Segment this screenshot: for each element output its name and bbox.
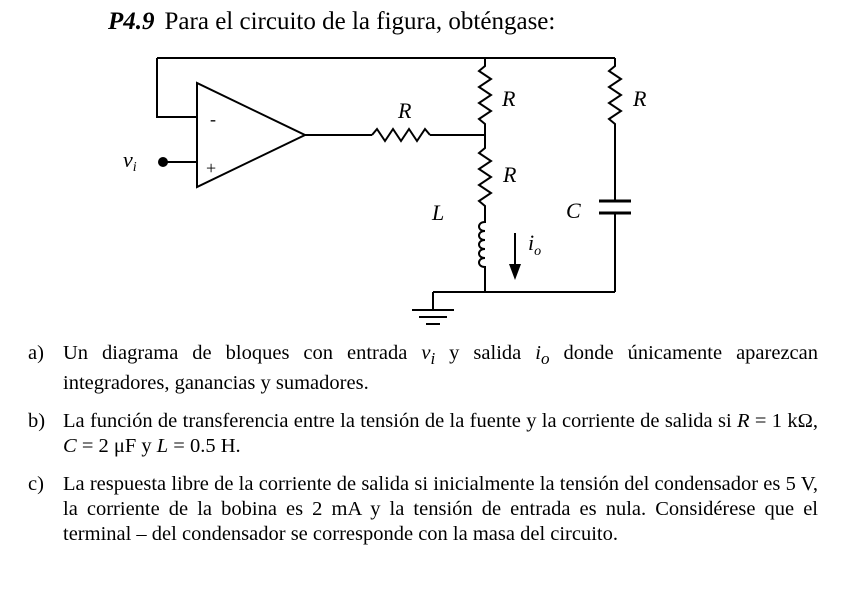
question-c-label: c) xyxy=(28,473,44,496)
question-a-label: a) xyxy=(28,342,44,364)
series-resistor-label: R xyxy=(398,98,412,123)
current-label: $i_o$ xyxy=(528,230,542,259)
top-resistor-label: R xyxy=(502,86,516,111)
problem-statement: Para el circuito de la figura, obténgase: xyxy=(164,8,556,35)
series-resistor xyxy=(372,129,430,141)
inductor xyxy=(479,216,485,292)
question-a: a) Un diagrama de bloques con entrada $v_i$ y salida $i_o$ donde únicamente aparezcan integradores, ganancias y sumadores. xyxy=(28,342,818,395)
right-resistor-label: R xyxy=(633,86,647,111)
middle-resistor xyxy=(479,135,491,216)
input-voltage-label: vi xyxy=(123,147,137,175)
middle-resistor-label: R xyxy=(503,162,517,187)
opamp-plus-sign: + xyxy=(206,158,217,178)
feedback-wire xyxy=(157,58,197,117)
question-b-label: b) xyxy=(28,410,46,433)
question-b: b) La función de transferencia entre la tensión de la fuente y la corriente de salida si R = 1 kΩ, C = 2 μF y L = 0.5 H. xyxy=(28,410,818,458)
right-resistor xyxy=(609,58,621,132)
current-arrow-head xyxy=(509,264,521,280)
inductor-label: L xyxy=(432,200,445,225)
question-c xyxy=(28,472,818,547)
question-c-text: La respuesta libre de la corriente de salida si inicialmente la tensión del condensador es 5 V, la corriente de la bobina es 2 mA y la tensión de entrada es nula. Considérese que el terminal – del condensador se corresponde con la masa del circuito. xyxy=(63,473,818,546)
ground-symbol xyxy=(412,310,454,324)
problem-number: P4.9 xyxy=(108,8,155,35)
top-resistor xyxy=(479,58,491,135)
question-list xyxy=(28,341,818,560)
capacitor-label: C xyxy=(566,198,581,223)
opamp-minus-sign: - xyxy=(210,109,216,129)
